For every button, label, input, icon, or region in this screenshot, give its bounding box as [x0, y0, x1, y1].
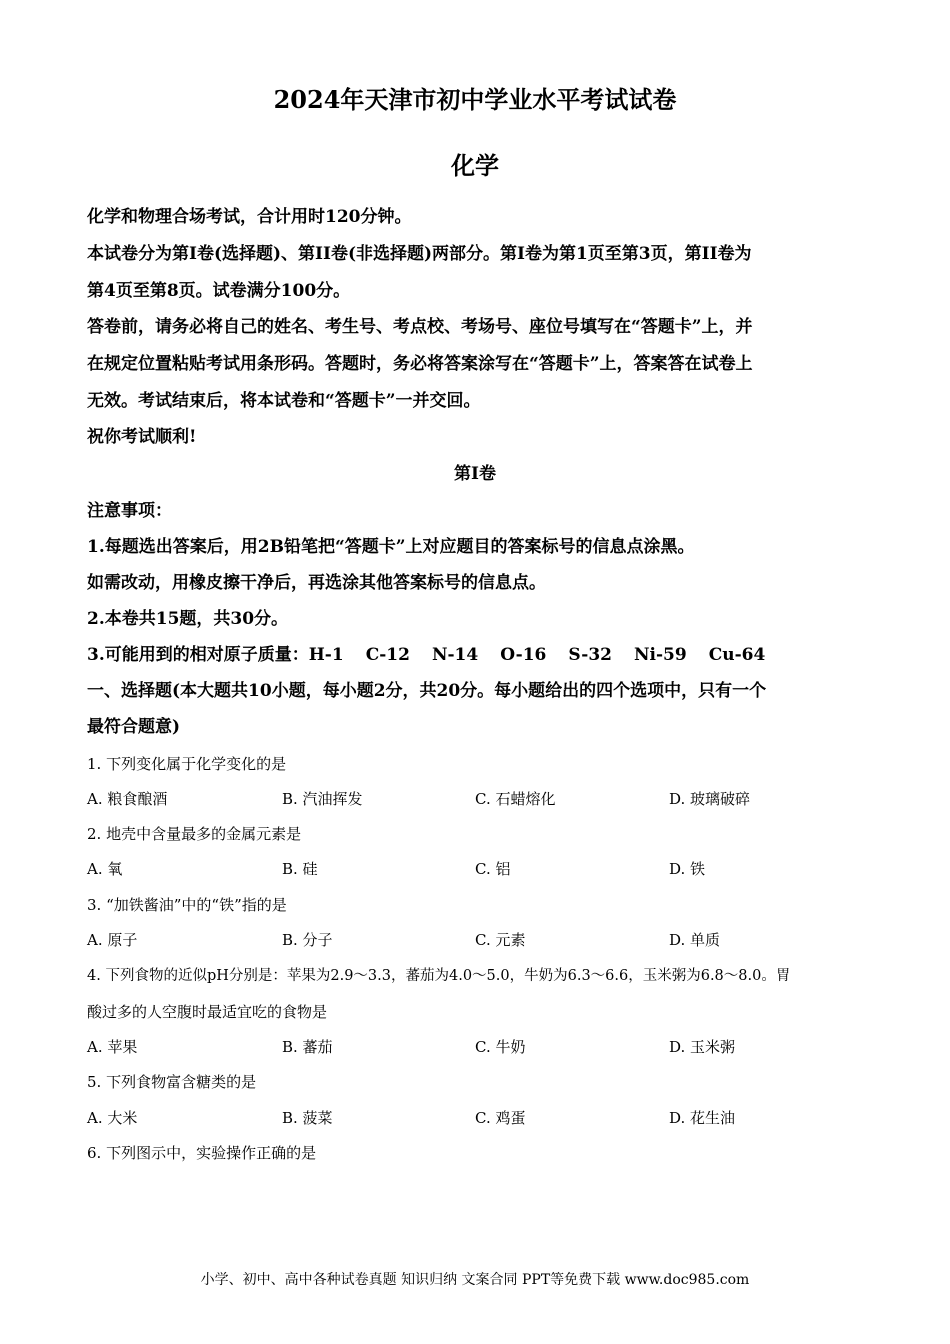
option-row: [87, 857, 877, 881]
option-c: C. 鸡蛋: [475, 1109, 526, 1127]
option-row: [87, 787, 877, 811]
notes-heading: 注意事项：: [87, 501, 172, 521]
option-row: [87, 1035, 877, 1059]
option-a: A. 氧: [87, 860, 123, 878]
option-c: C. 牛奶: [475, 1038, 526, 1056]
option-c: C. 铝: [475, 860, 511, 878]
option-row: [87, 928, 877, 952]
option-d: D. 玉米粥: [669, 1038, 736, 1056]
atomic-mass: S-32: [568, 645, 612, 665]
note-line: 1.每题选出答案后，用2B铅笔把“答题卡”上对应题目的答案标号的信息点涂黑。: [87, 537, 695, 557]
instruction-line: 化学和物理合场考试，合计用时120分钟。: [87, 207, 412, 227]
option-b: B. 蕃茄: [282, 1038, 333, 1056]
instruction-line: 在规定位置粘贴考试用条形码。答题时，务必将答案涂写在“答题卡”上，答案答在试卷上: [87, 354, 753, 374]
option-d: D. 单质: [669, 931, 721, 949]
instruction-line: 本试卷分为第I卷(选择题)、第II卷(非选择题)两部分。第I卷为第1页至第3页，第II卷为: [87, 244, 752, 264]
question-stem: 2. 地壳中含量最多的金属元素是: [87, 825, 302, 843]
question-stem-cont: 酸过多的人空腹时最适宜吃的食物是: [87, 1003, 328, 1021]
part-title: 第I卷: [454, 464, 496, 484]
option-a: A. 苹果: [87, 1038, 138, 1056]
section-heading: 一、选择题(本大题共10小题，每小题2分，共20分。每小题给出的四个选项中，只有一个: [87, 681, 767, 701]
option-b: B. 汽油挥发: [282, 790, 363, 808]
option-a: A. 原子: [87, 931, 138, 949]
option-a: A. 粮食酿酒: [87, 790, 168, 808]
atomic-mass: Cu-64: [708, 645, 766, 665]
instruction-line: 第4页至第8页。试卷满分100分。: [87, 281, 351, 301]
atomic-mass: C-12: [365, 645, 410, 665]
option-d: D. 玻璃破碎: [669, 790, 751, 808]
question-stem: 3. “加铁酱油”中的“铁”指的是: [87, 896, 287, 914]
atomic-mass: N-14: [431, 645, 479, 665]
option-d: D. 花生油: [669, 1109, 736, 1127]
atomic-mass: H-1: [308, 645, 344, 665]
option-b: B. 菠菜: [282, 1109, 333, 1127]
question-stem: 4. 下列食物的近似pH分别是：苹果为2.9～3.3，蕃茄为4.0～5.0，牛奶为6.3～6.6，玉米粥为6.8～8.0。胃: [87, 968, 791, 984]
question-stem: 6. 下列图示中，实验操作正确的是: [87, 1144, 317, 1162]
option-c: C. 元素: [475, 931, 526, 949]
instruction-line: 答卷前，请务必将自己的姓名、考生号、考点校、考场号、座位号填写在“答题卡”上，并: [87, 317, 753, 337]
page-footer: 小学、初中、高中各种试卷真题 知识归纳 文案合同 PPT等免费下载 www.doc985.com: [200, 1272, 750, 1288]
section-heading-cont: 最符合题意): [87, 717, 181, 737]
question-stem: 1. 下列变化属于化学变化的是: [87, 755, 287, 773]
option-row: [87, 1106, 877, 1130]
option-c: C. 石蜡熔化: [475, 790, 556, 808]
question-stem: 5. 下列食物富含糖类的是: [87, 1073, 257, 1091]
atomic-mass: O-16: [500, 645, 547, 665]
option-a: A. 大米: [87, 1109, 138, 1127]
instruction-line: 无效。考试结束后，将本试卷和“答题卡”一并交回。: [87, 391, 481, 411]
instruction-line: 祝你考试顺利!: [87, 427, 197, 447]
atomic-mass: Ni-59: [634, 645, 687, 665]
atomic-masses-label: 3.可能用到的相对原子质量：: [87, 645, 309, 665]
option-b: B. 分子: [282, 931, 333, 949]
subject-title: 化学: [451, 151, 499, 180]
exam-title: 2024年天津市初中学业水平考试试卷: [273, 85, 677, 114]
note-line: 如需改动，用橡皮擦干净后，再选涂其他答案标号的信息点。: [87, 573, 546, 593]
note-line: 2.本卷共15题，共30分。: [87, 609, 289, 629]
option-d: D. 铁: [669, 860, 706, 878]
option-b: B. 硅: [282, 860, 318, 878]
atomic-masses: [87, 642, 867, 668]
